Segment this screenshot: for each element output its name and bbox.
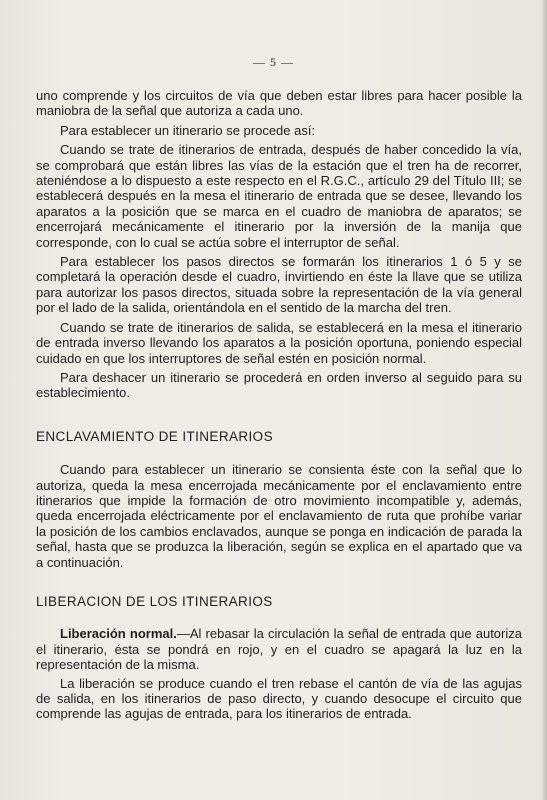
lead-term: Liberación normal. bbox=[60, 626, 177, 642]
page-body bbox=[36, 88, 522, 726]
page-number: — 5 — bbox=[253, 55, 294, 69]
lead-text: —Al rebasar la circulación la señal de entrada que autoriza el itinerario, ésta se pondrá en rojo, y en el cuadro se apagará la luz en la representación de la misma. bbox=[36, 626, 522, 673]
section-heading-liberacion: LIBERACION DE LOS ITINERARIOS bbox=[36, 593, 273, 609]
paragraph-enclavamiento: Cuando para establecer un itinerario se consienta éste con la señal que lo autoriza, queda la mesa encerrojada mecánicamente por el enclavamiento entre itinerarios que impide la formación de otro movimiento incompatible y, además, queda encerrojada eléctricamente por el enclavamiento de ruta que prohíbe variar la posición de los cambios enclavados, aunque se ponga en indicación de parada la señal, hasta que se produzca la liberación, según se explica en el apartado que va a continuación. bbox=[36, 462, 522, 570]
paragraph-undo-itinerary: Para deshacer un itinerario se procederá en orden inverso al seguido para su establecimiento. bbox=[36, 369, 522, 401]
paragraph-direct-passes: Para establecer los pasos directos se formarán los itinerarios 1 ó 5 y se completará la operación desde el cuadro, invirtiendo en éste la llave que se utiliza para autorizar los pasos directos, situada sobre la representación de la vía general por el lado de la salida, orientándola en el sentido de la marcha del tren. bbox=[36, 254, 522, 316]
paragraph-liberacion-detail: La liberación se produce cuando el tren rebase el cantón de vía de las agujas de salida, en los itinerarios de paso directo, y cuando desocupe el circuito que comprende las agujas de entrada, para los itinerarios de entrada. bbox=[36, 675, 522, 722]
paragraph-continuation: uno comprende y los circuitos de vía que deben estar libres para hacer posible la maniobra de la señal que autoriza a cada uno. bbox=[36, 88, 522, 119]
paragraph-liberacion-normal bbox=[36, 626, 522, 672]
paragraph-procedure-intro: Para establecer un itinerario se procede así: bbox=[60, 122, 316, 138]
section-heading-enclavamiento: ENCLAVAMIENTO DE ITINERARIOS bbox=[36, 428, 273, 444]
paragraph-exit-itineraries: Cuando se trate de itinerarios de salida, se establecerá en la mesa el itinerario de entrada inverso llevando los aparatos a la posición oportuna, poniendo especial cuidado en que los interruptores de señal estén en posición normal. bbox=[36, 319, 522, 366]
paragraph-entry-itineraries: Cuando se trate de itinerarios de entrada, después de haber concedido la vía, se comprobará que están libres las vías de la estación que el tren ha de recorrer, ateniéndose a lo dispuesto a este respecto en el R.G.C., artículo 29 del Título III; se establecerá después en la mesa el itinerario de entrada que se desee, llevando los aparatos a la posición que se marca en el cuadro de maniobra de aparatos; se encerrojará mecánicamente el itinerario por la inversión de la manija que corresponde, con lo cual se actúa sobre el interruptor de señal. bbox=[36, 142, 522, 250]
